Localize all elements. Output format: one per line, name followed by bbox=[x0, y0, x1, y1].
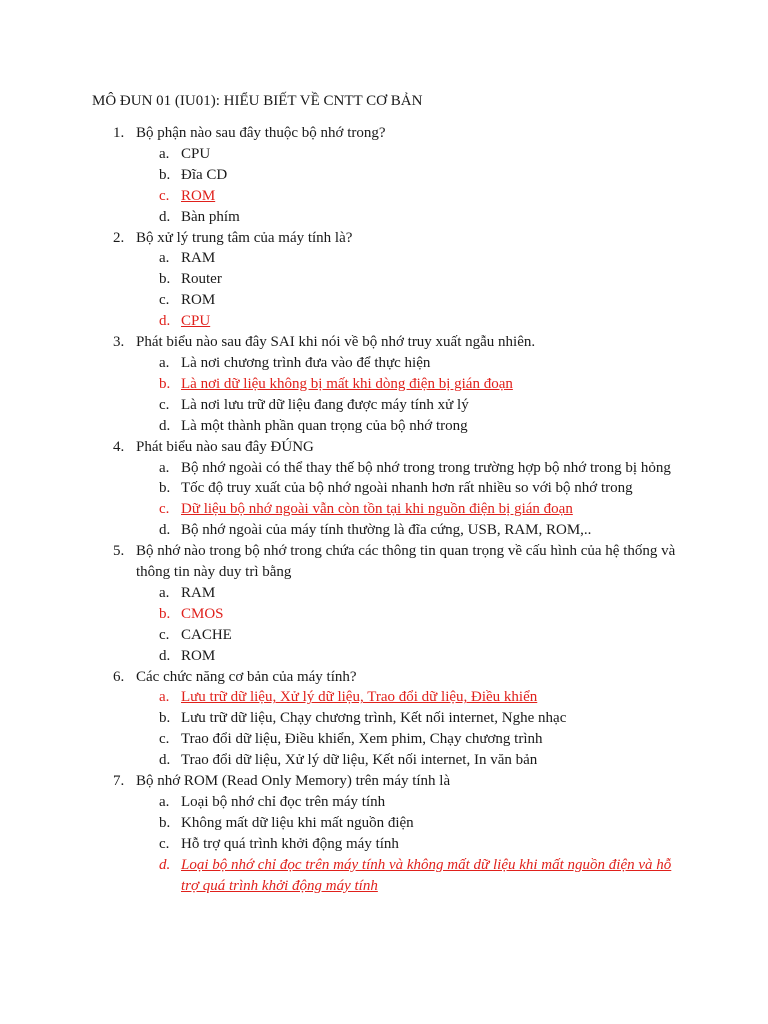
question-number: 3. bbox=[113, 334, 125, 351]
option-text: ROM bbox=[181, 187, 216, 204]
question-number: 6. bbox=[113, 668, 125, 685]
answer-option bbox=[0, 520, 768, 541]
correct-answer-option bbox=[0, 311, 768, 332]
correct-answer-option bbox=[0, 604, 768, 625]
option-letter: c. bbox=[159, 292, 170, 309]
answer-option bbox=[0, 834, 768, 855]
answer-options bbox=[0, 792, 768, 897]
option-letter: d. bbox=[159, 313, 171, 330]
answer-options bbox=[0, 458, 768, 542]
option-letter: a. bbox=[159, 250, 170, 267]
answer-option bbox=[0, 646, 768, 667]
question-number: 7. bbox=[113, 773, 125, 790]
option-text: CACHE bbox=[181, 626, 232, 643]
answer-option bbox=[0, 248, 768, 269]
option-text: Là nơi chương trình đưa vào để thực hiện bbox=[181, 354, 431, 371]
question-text: Các chức năng cơ bản của máy tính? bbox=[136, 668, 357, 685]
question-number: 2. bbox=[113, 229, 125, 246]
option-letter: d. bbox=[159, 647, 171, 664]
question-number: 5. bbox=[113, 543, 125, 560]
question-text: Phát biểu nào sau đây ĐÚNG bbox=[136, 438, 314, 455]
question-stem bbox=[0, 332, 768, 353]
option-text: CPU bbox=[181, 145, 211, 162]
option-letter: a. bbox=[159, 689, 170, 706]
question-text: Phát biểu nào sau đây SAI khi nói về bộ nhớ truy xuất ngẫu nhiên. bbox=[136, 334, 536, 351]
option-letter: d. bbox=[159, 522, 171, 539]
option-letter: a. bbox=[159, 145, 170, 162]
option-text: Dữ liệu bộ nhớ ngoài vẫn còn tồn tại khi nguồn điện bị gián đoạn bbox=[181, 501, 573, 518]
option-text: RAM bbox=[181, 584, 216, 601]
option-letter: c. bbox=[159, 626, 170, 643]
document-title: MÔ ĐUN 01 (IU01): HIỂU BIẾT VỀ CNTT CƠ BẢN bbox=[92, 93, 423, 109]
answer-option bbox=[0, 458, 768, 479]
option-letter: b. bbox=[159, 605, 171, 622]
option-letter: b. bbox=[159, 375, 171, 392]
option-text: ROM bbox=[181, 647, 216, 664]
question-text: Bộ xử lý trung tâm của máy tính là? bbox=[136, 229, 353, 246]
option-letter: a. bbox=[159, 794, 170, 810]
option-letter: a. bbox=[159, 354, 170, 371]
option-text: Trao đổi dữ liệu, Xử lý dữ liệu, Kết nối internet, In văn bản bbox=[181, 752, 538, 769]
answer-option bbox=[0, 583, 768, 604]
answer-option bbox=[0, 290, 768, 311]
answer-option bbox=[0, 353, 768, 374]
correct-answer-option bbox=[0, 186, 768, 207]
option-letter: b. bbox=[159, 710, 171, 727]
question-stem bbox=[0, 123, 768, 144]
answer-option bbox=[0, 708, 768, 729]
question-stem bbox=[0, 437, 768, 458]
answer-option bbox=[0, 144, 768, 165]
option-letter: b. bbox=[159, 271, 171, 288]
option-letter: d. bbox=[159, 752, 171, 769]
option-letter: d. bbox=[159, 417, 171, 434]
option-text: Lưu trữ dữ liệu, Chạy chương trình, Kết nối internet, Nghe nhạc bbox=[181, 710, 567, 727]
answer-option bbox=[0, 416, 768, 437]
question-item bbox=[0, 437, 768, 542]
answer-options bbox=[0, 583, 768, 667]
question-item bbox=[0, 332, 768, 437]
question-item bbox=[0, 228, 768, 333]
answer-option bbox=[0, 269, 768, 290]
answer-options bbox=[0, 353, 768, 437]
answer-option bbox=[0, 813, 768, 834]
answer-option bbox=[0, 750, 768, 771]
option-text: Loại bộ nhớ chỉ đọc trên máy tính và không mất dữ liệu khi mất nguồn điện và hỗ trợ quá trình khởi động máy tính bbox=[181, 856, 672, 894]
option-text: Lưu trữ dữ liệu, Xử lý dữ liệu, Trao đổi dữ liệu, Điều khiển bbox=[181, 689, 538, 706]
option-text: ROM bbox=[181, 292, 216, 309]
option-letter: d. bbox=[159, 208, 171, 225]
question-item bbox=[0, 123, 768, 228]
answer-options bbox=[0, 687, 768, 771]
correct-answer-option bbox=[0, 687, 768, 708]
option-text: Là nơi lưu trữ dữ liệu đang được máy tính xử lý bbox=[181, 396, 469, 413]
question-stem bbox=[0, 228, 768, 249]
option-letter: b. bbox=[159, 480, 171, 497]
option-text: Bộ nhớ ngoài có thể thay thế bộ nhớ trong trong trường hợp bộ nhớ trong bị hỏng bbox=[181, 459, 671, 476]
correct-answer-option bbox=[0, 499, 768, 520]
question-number: 4. bbox=[113, 438, 125, 455]
option-text: Là một thành phần quan trọng của bộ nhớ trong bbox=[181, 417, 468, 434]
answer-options bbox=[0, 144, 768, 228]
answer-option bbox=[0, 395, 768, 416]
answer-option bbox=[0, 165, 768, 186]
question-stem bbox=[0, 541, 768, 583]
option-letter: b. bbox=[159, 166, 171, 183]
option-text: CPU bbox=[181, 313, 211, 330]
question-item bbox=[0, 541, 768, 666]
answer-option bbox=[0, 729, 768, 750]
option-text: Hỗ trợ quá trình khởi động máy tính bbox=[181, 835, 399, 852]
option-text: CMOS bbox=[181, 605, 224, 622]
question-item bbox=[0, 667, 768, 772]
option-letter: c. bbox=[159, 731, 170, 748]
option-letter: a. bbox=[159, 584, 170, 601]
option-text: Tốc độ truy xuất của bộ nhớ ngoài nhanh hơn rất nhiều so với bộ nhớ trong bbox=[181, 480, 633, 497]
option-text: Đĩa CD bbox=[181, 166, 228, 183]
question-item bbox=[0, 771, 768, 896]
question-list bbox=[0, 123, 768, 897]
option-letter: c. bbox=[159, 187, 170, 204]
option-letter: c. bbox=[159, 396, 170, 413]
option-text: Bộ nhớ ngoài của máy tính thường là đĩa cứng, USB, RAM, ROM,.. bbox=[181, 522, 592, 539]
question-text: Bộ nhớ nào trong bộ nhớ trong chứa các thông tin quan trọng về cấu hình của hệ thống và thông tin này duy trì bằng bbox=[136, 543, 676, 581]
question-text: Bộ phận nào sau đây thuộc bộ nhớ trong? bbox=[136, 125, 386, 141]
option-text: Là nơi dữ liệu không bị mất khi dòng điện bị gián đoạn bbox=[181, 375, 513, 392]
answer-option bbox=[0, 625, 768, 646]
option-text: Router bbox=[181, 271, 222, 288]
question-stem bbox=[0, 771, 768, 792]
answer-option bbox=[0, 792, 768, 813]
option-letter: b. bbox=[159, 814, 171, 831]
question-text: Bộ nhớ ROM (Read Only Memory) trên máy tính là bbox=[136, 773, 451, 790]
option-text: Loại bộ nhớ chỉ đọc trên máy tính bbox=[181, 794, 386, 810]
answer-options bbox=[0, 248, 768, 332]
correct-answer-option bbox=[0, 374, 768, 395]
option-text: RAM bbox=[181, 250, 216, 267]
question-number: 1. bbox=[113, 125, 125, 141]
option-letter: a. bbox=[159, 459, 170, 476]
option-letter: c. bbox=[159, 835, 170, 852]
answer-option bbox=[0, 478, 768, 499]
option-letter: c. bbox=[159, 501, 170, 518]
answer-option bbox=[0, 207, 768, 228]
correct-answer-option bbox=[0, 855, 768, 897]
option-text: Không mất dữ liệu khi mất nguồn điện bbox=[181, 814, 414, 831]
option-letter: d. bbox=[159, 856, 171, 873]
option-text: Trao đổi dữ liệu, Điều khiển, Xem phim, Chạy chương trình bbox=[181, 731, 543, 748]
option-text: Bàn phím bbox=[181, 208, 240, 225]
question-stem bbox=[0, 667, 768, 688]
